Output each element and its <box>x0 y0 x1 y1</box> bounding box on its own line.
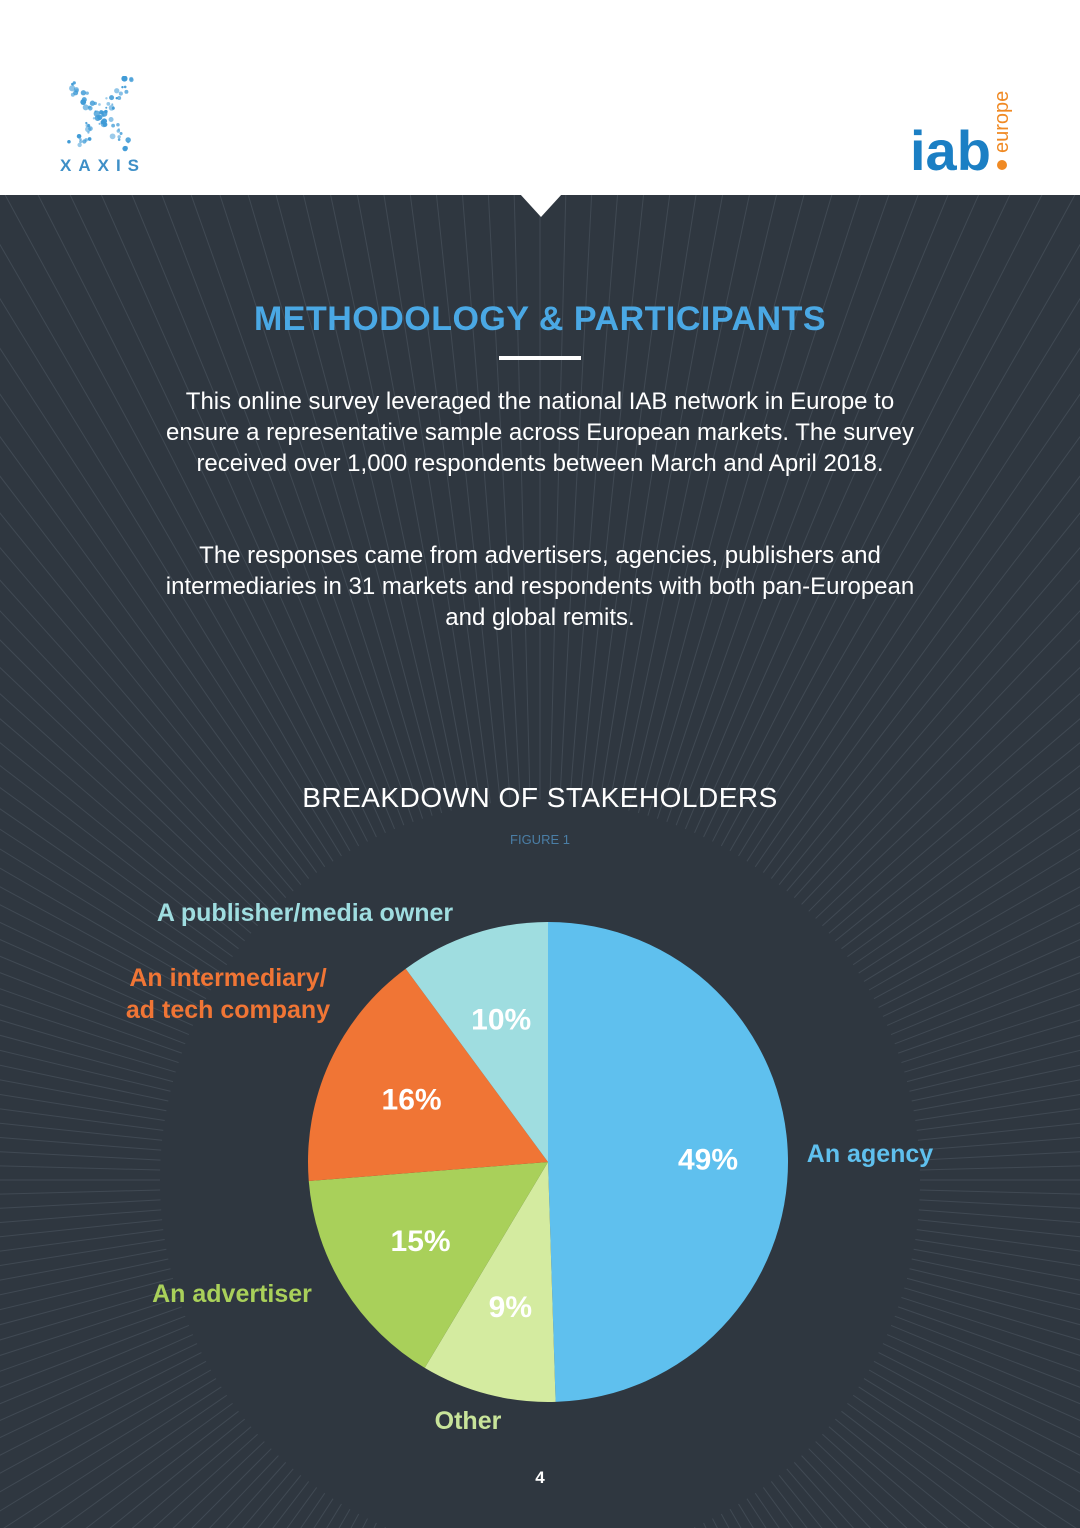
slice-value-label: 9% <box>488 1291 533 1325</box>
responses-paragraph: The responses came from advertisers, agencies, publishers and intermediaries in 31 markets and respondents with both pan-European and global remits. <box>165 542 915 631</box>
figure-label: FIGURE 1 <box>510 832 570 847</box>
iab-logo-text: iab <box>910 119 991 182</box>
slice-value-label: 10% <box>471 1003 532 1037</box>
slice-category-label: Other <box>434 1407 502 1435</box>
slice-value-label: 15% <box>390 1225 451 1259</box>
slice-category-label: A publisher/media owner <box>156 899 454 927</box>
slice-category-label: An agency <box>806 1140 934 1168</box>
iab-logo-suffix: europe <box>991 90 1013 153</box>
xaxis-logo-text: XAXIS <box>60 156 147 175</box>
intro-paragraph: This online survey leveraged the national IAB network in Europe to ensure a representative sample across European markets. The survey received over 1,000 respondents between March and April 2018. <box>166 388 914 477</box>
header <box>0 0 1080 195</box>
iab-europe-logo <box>905 85 1035 185</box>
iab-logo-dot <box>997 160 1007 170</box>
slice-value-label: 49% <box>677 1143 739 1177</box>
slice-category-label: An intermediary/ ad tech company <box>125 964 331 1024</box>
slice-category-label: An advertiser <box>152 1280 312 1308</box>
page-title: METHODOLOGY & PARTICIPANTS <box>253 300 827 338</box>
chart-title: BREAKDOWN OF STAKEHOLDERS <box>302 782 778 813</box>
page-number: 4 <box>535 1468 545 1487</box>
slice-value-label: 16% <box>381 1083 442 1117</box>
pie-slice-0 <box>548 922 788 1402</box>
header-notch <box>520 194 562 218</box>
